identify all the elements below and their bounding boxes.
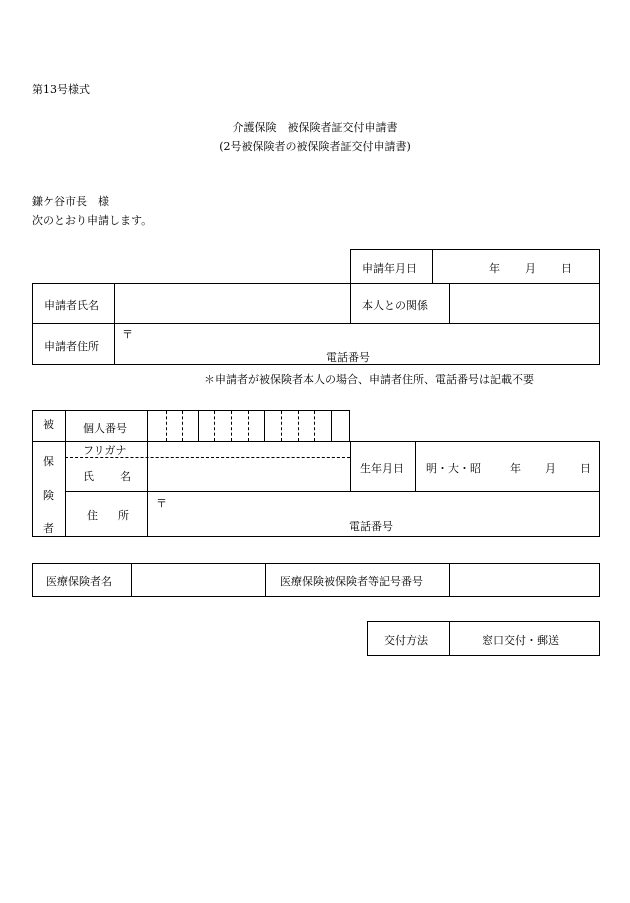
application-date-label: 申請年月日: [362, 262, 417, 275]
furigana-field[interactable]: [149, 443, 348, 456]
date-day-label: 日: [561, 262, 572, 275]
name-label-1: 氏: [83, 470, 94, 483]
insured-postal-mark: 〒: [156, 497, 167, 510]
birth-year-label: 年: [510, 462, 521, 475]
applicant-name-field[interactable]: [116, 285, 348, 321]
form-subtitle: (2号被保険者の被保険者証交付申請書): [219, 140, 411, 153]
birth-month-label: 月: [545, 462, 556, 475]
insured-phone-label: 電話番号: [349, 520, 393, 533]
insured-side-label-1: 被: [43, 418, 54, 431]
insured-side-label-4: 者: [43, 522, 54, 535]
medical-insurer-field[interactable]: [133, 565, 263, 595]
relation-field[interactable]: [451, 285, 598, 321]
medical-symbol-label: 医療保険被保険者等記号番号: [280, 575, 423, 588]
address-label-1: 住: [87, 509, 98, 522]
form-title: 介護保険 被保険者証交付申請書: [232, 121, 398, 134]
era-options[interactable]: 明・大・昭: [426, 462, 481, 475]
address-label-2: 所: [118, 509, 129, 522]
birth-day-label: 日: [580, 462, 591, 475]
name-label-2: 名: [120, 470, 131, 483]
delivery-method-options[interactable]: 窓口交付・郵送: [482, 634, 559, 647]
insured-side-label-2: 保: [43, 455, 54, 468]
insured-name-field[interactable]: [149, 459, 348, 489]
birth-date-label: 生年月日: [360, 462, 404, 475]
applicant-address-label: 申請者住所: [44, 340, 99, 353]
note-text: ＊申請者が被保険者本人の場合、申請者住所、電話番号は記載不要: [204, 373, 534, 386]
insured-side-label-3: 険: [43, 489, 54, 502]
relation-label: 本人との関係: [362, 299, 428, 312]
date-year-label: 年: [489, 262, 500, 275]
postal-mark: 〒: [122, 328, 133, 341]
date-month-label: 月: [525, 262, 536, 275]
applicant-name-label: 申請者氏名: [44, 299, 99, 312]
personal-number-label: 個人番号: [83, 422, 127, 435]
addressee: 鎌ケ谷市長 様: [32, 195, 109, 208]
medical-symbol-field[interactable]: [451, 565, 598, 595]
delivery-method-label: 交付方法: [384, 634, 428, 647]
intro-text: 次のとおり申請します。: [32, 214, 153, 227]
furigana-label: フリガナ: [83, 444, 127, 457]
form-number: 第13号様式: [32, 83, 90, 96]
applicant-phone-label: 電話番号: [326, 351, 370, 364]
medical-insurer-label: 医療保険者名: [46, 575, 112, 588]
